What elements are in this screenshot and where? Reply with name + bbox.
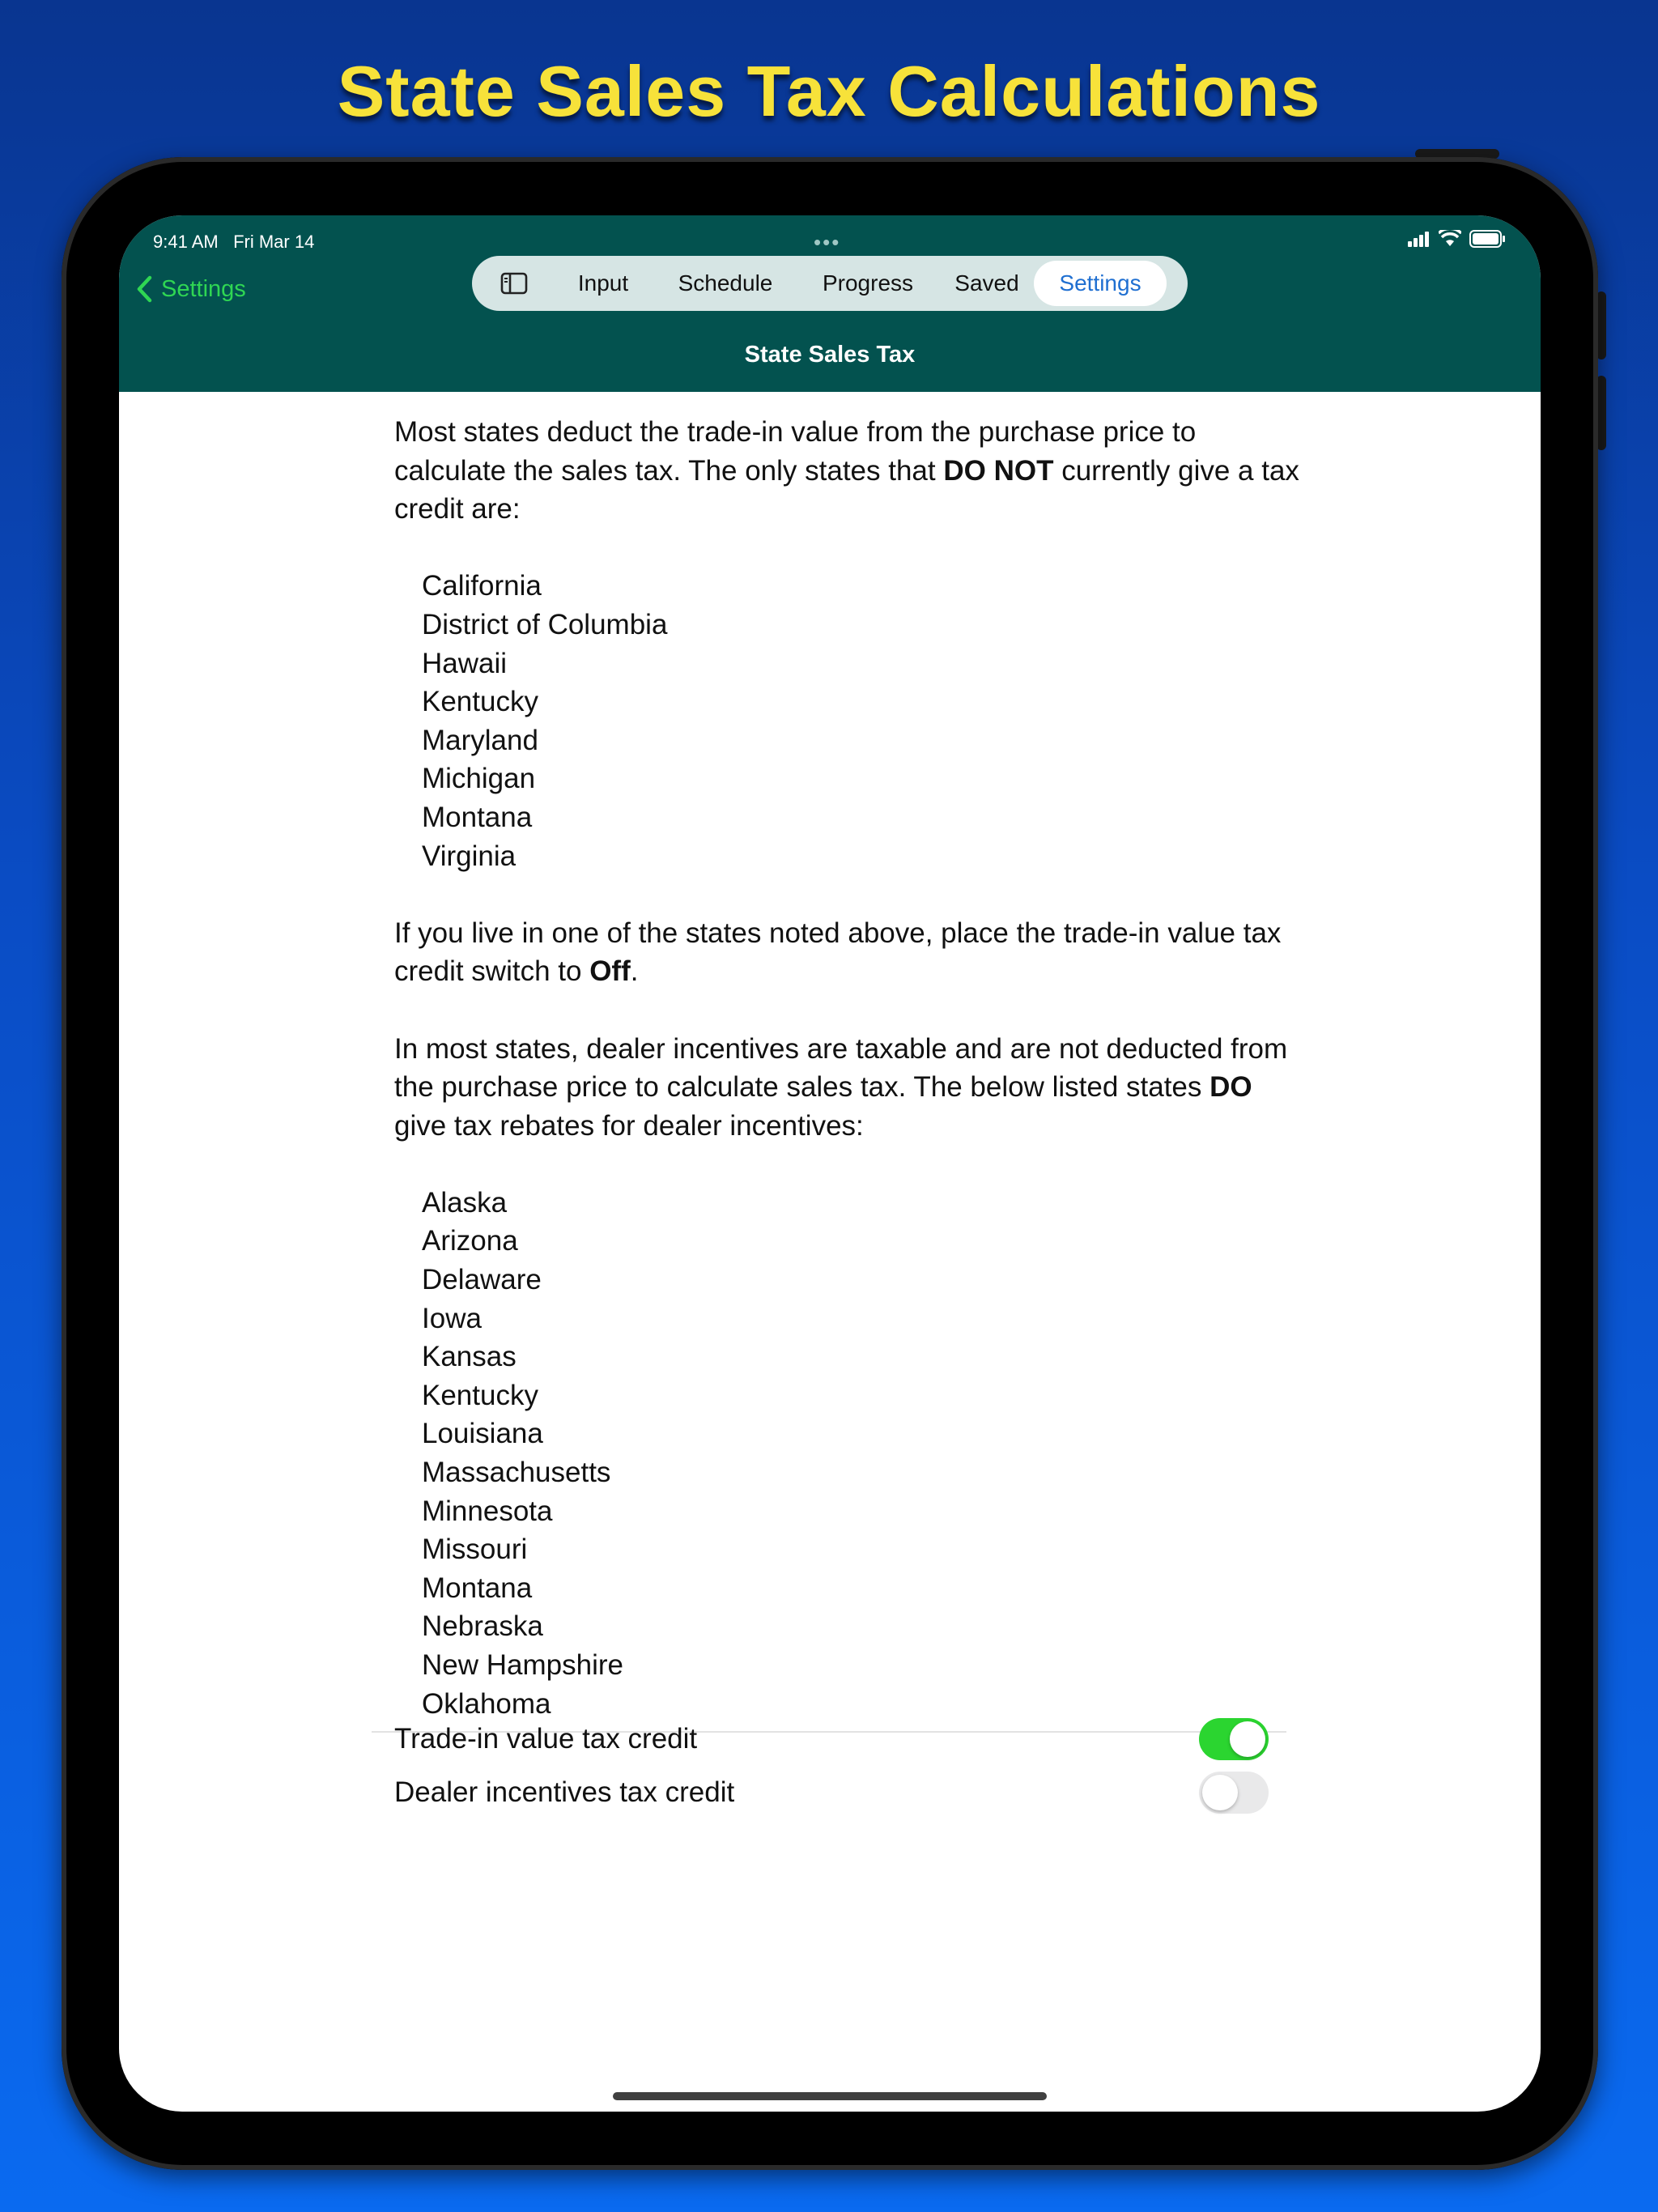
state-list-item: California [422, 570, 542, 602]
state-list-item: Hawaii [422, 647, 508, 679]
navigation-bar [119, 215, 1541, 392]
tab-settings[interactable] [1034, 261, 1167, 306]
sidebar-icon [500, 272, 528, 295]
state-list-item: Missouri [422, 1534, 528, 1566]
multitasking-dots-icon[interactable]: ••• [814, 230, 841, 254]
toggle-knob [1202, 1775, 1238, 1810]
state-list-item: Massachusetts [422, 1457, 611, 1489]
state-list-item: Montana [422, 1572, 533, 1604]
trade-in-toggle-row [394, 1715, 1269, 1763]
state-list-item: New Hampshire [422, 1649, 623, 1681]
back-button-label: Settings [161, 275, 246, 302]
state-list-item: Iowa [422, 1302, 482, 1334]
dealer-toggle-label: Dealer incentives tax credit [394, 1776, 735, 1808]
home-indicator[interactable] [613, 2092, 1047, 2100]
toggle-knob [1230, 1721, 1265, 1757]
trade-in-states-list [394, 567, 1301, 875]
incentive-states-list [394, 1184, 1301, 1720]
tab-saved-label: Saved [954, 270, 1019, 296]
state-list-item: Oklahoma [422, 1687, 551, 1720]
p3-text-end: give tax rebates for dealer incentives: [394, 1109, 864, 1142]
sidebar-toggle-button[interactable] [477, 261, 551, 306]
tab-bar [472, 256, 1188, 311]
screen [119, 215, 1541, 2112]
state-list-item: Maryland [422, 724, 538, 756]
chevron-left-icon [135, 275, 153, 303]
dealer-toggle-row [394, 1768, 1269, 1817]
state-list-item: District of Columbia [422, 608, 668, 640]
dealer-toggle[interactable] [1199, 1772, 1269, 1814]
p3-text: In most states, dealer incentives are taxable and are not deducted from the purchase price to calculate sales tax. The below listed states [394, 1032, 1288, 1104]
state-list-item: Michigan [422, 763, 536, 795]
status-icons [1408, 227, 1507, 251]
paragraph-trade-in [394, 413, 1301, 529]
cellular-signal-icon [1408, 231, 1431, 247]
tab-progress-label: Progress [822, 270, 914, 296]
back-button[interactable] [135, 269, 246, 309]
state-list-item: Louisiana [422, 1418, 543, 1450]
page-title: State Sales Tax [744, 342, 916, 368]
state-list-item: Minnesota [422, 1495, 553, 1527]
paragraph-switch-off [394, 914, 1301, 991]
state-list-item: Kentucky [422, 686, 538, 718]
tab-input-label: Input [577, 270, 629, 296]
tab-settings-label: Settings [1059, 270, 1141, 296]
tab-input[interactable] [551, 261, 655, 306]
state-list-item: Kansas [422, 1341, 517, 1373]
p1-text: Most states deduct the trade-in value from the purchase price to calculate the sales tax. The only states that [394, 416, 1197, 487]
status-date: Fri Mar 14 [233, 232, 315, 252]
p2-text: If you live in one of the states noted above, place the trade-in value tax credit switch to [394, 917, 1282, 988]
state-list-item: Montana [422, 801, 533, 833]
p2-bold: Off [589, 955, 631, 988]
trade-in-toggle[interactable] [1199, 1718, 1269, 1760]
state-list-item: Delaware [422, 1264, 542, 1296]
p1-bold: DO NOT [943, 454, 1054, 487]
tab-saved[interactable] [940, 261, 1034, 306]
battery-icon [1469, 230, 1507, 248]
state-list-item: Alaska [422, 1186, 508, 1219]
status-clock: 9:41 AM [153, 232, 219, 252]
state-list-item: Virginia [422, 840, 517, 872]
paragraph-incentives [394, 1030, 1301, 1146]
status-time [153, 232, 314, 253]
tab-schedule-label: Schedule [678, 270, 773, 296]
wifi-icon [1439, 230, 1461, 248]
p3-bold: DO [1209, 1071, 1252, 1104]
scroll-content[interactable] [394, 413, 1301, 1720]
state-list-item: Nebraska [422, 1610, 543, 1643]
tab-schedule[interactable] [655, 261, 796, 306]
state-list-item: Arizona [422, 1225, 518, 1257]
tab-progress[interactable] [796, 261, 940, 306]
trade-in-toggle-label: Trade-in value tax credit [394, 1723, 698, 1755]
promo-headline: State Sales Tax Calculations [337, 51, 1321, 131]
p2-text-end: . [630, 955, 639, 988]
p1-text-end: currently give a tax credit are: [394, 454, 1299, 525]
state-list-item: Kentucky [422, 1379, 538, 1411]
